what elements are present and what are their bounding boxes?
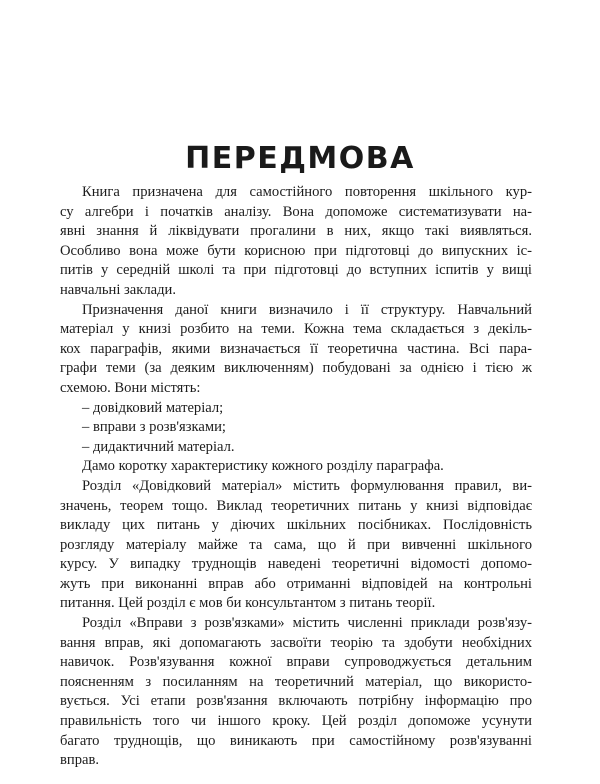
text-line: кох параграфів, якими визначається її теоретична частина. Всі пара- <box>60 340 532 357</box>
text-line: Розділ «Довідковий матеріал» містить формулювання правил, ви- <box>82 477 532 494</box>
text-line: схемою. Вони містять: <box>60 379 201 396</box>
text-line: Особливо вона може бути корисною при підготовці до випускних іс- <box>60 242 532 259</box>
text-line: курсу. У випадку труднощів наведені теоретичні відомості допомо- <box>60 556 532 573</box>
text-line: вується. Усі етапи розв'язання включають потрібну інформацію про <box>60 693 532 710</box>
text-line: питів у середній школі та при підготовці до вступних іспитів у вищі <box>60 262 532 279</box>
text-line: значень, теорем тощо. Виклад теоретичних питань у книзі відповідає <box>60 497 532 514</box>
text-line: поясненням з посиланням на теоретичний матеріал, що використо- <box>60 673 532 690</box>
text-line: Розділ «Вправи з розв'язками» містить численні приклади розв'язу- <box>82 615 532 632</box>
text-line: явні знання й ліквідувати прогалини в них, якщо такі виявляться. <box>60 223 532 240</box>
text-line: вання вправ, які допомагають засвоїти теорію та здобути необхідних <box>60 634 532 651</box>
text-line: Дамо коротку характеристику кожного розділу параграфа. <box>82 458 444 475</box>
text-line: графи теми (за деяким виключенням) побудовані за однією і тією ж <box>60 360 532 377</box>
text-line: навичок. Розв'язування кожної вправи супроводжується детальним <box>60 654 532 671</box>
text-line: вправ. <box>60 752 100 769</box>
text-line: Книга призначена для самостійного повторення шкільного кур- <box>82 184 532 200</box>
text-line: – дидактичний матеріал. <box>82 438 235 455</box>
text-line: викладу цих питань у діючих шкільних посібниках. Послідовність <box>60 517 532 534</box>
text-line: жуть при виконанні вправ або отриманні відповідей на контрольні <box>60 575 532 592</box>
text-line: багато труднощів, що виникають при самостійному розв'язуванні <box>60 732 532 749</box>
text-line: правильність того чи іншого кроку. Цей розділ допоможе усунути <box>60 713 532 730</box>
preface-text <box>60 183 532 771</box>
text-line: – довідковий матеріал; <box>82 399 224 416</box>
text-line: Призначення даної книги визначило і її структуру. Навчальний <box>82 301 532 318</box>
text-line: навчальні заклади. <box>60 281 176 298</box>
text-line: – вправи з розв'язками; <box>82 419 226 436</box>
page-title: ПЕРЕДМОВА <box>185 141 415 176</box>
text-line: розгляду матеріалу майже та сама, що й при вивченні шкільного <box>60 536 532 553</box>
text-line: су алгебри і початків аналізу. Вона допоможе систематизувати на- <box>60 203 532 220</box>
text-line: питання. Цей розділ є мов би консультантом з питань теорії. <box>60 595 436 612</box>
text-line: матеріал у книзі розбито на теми. Кожна тема складається з декіль- <box>60 321 532 338</box>
